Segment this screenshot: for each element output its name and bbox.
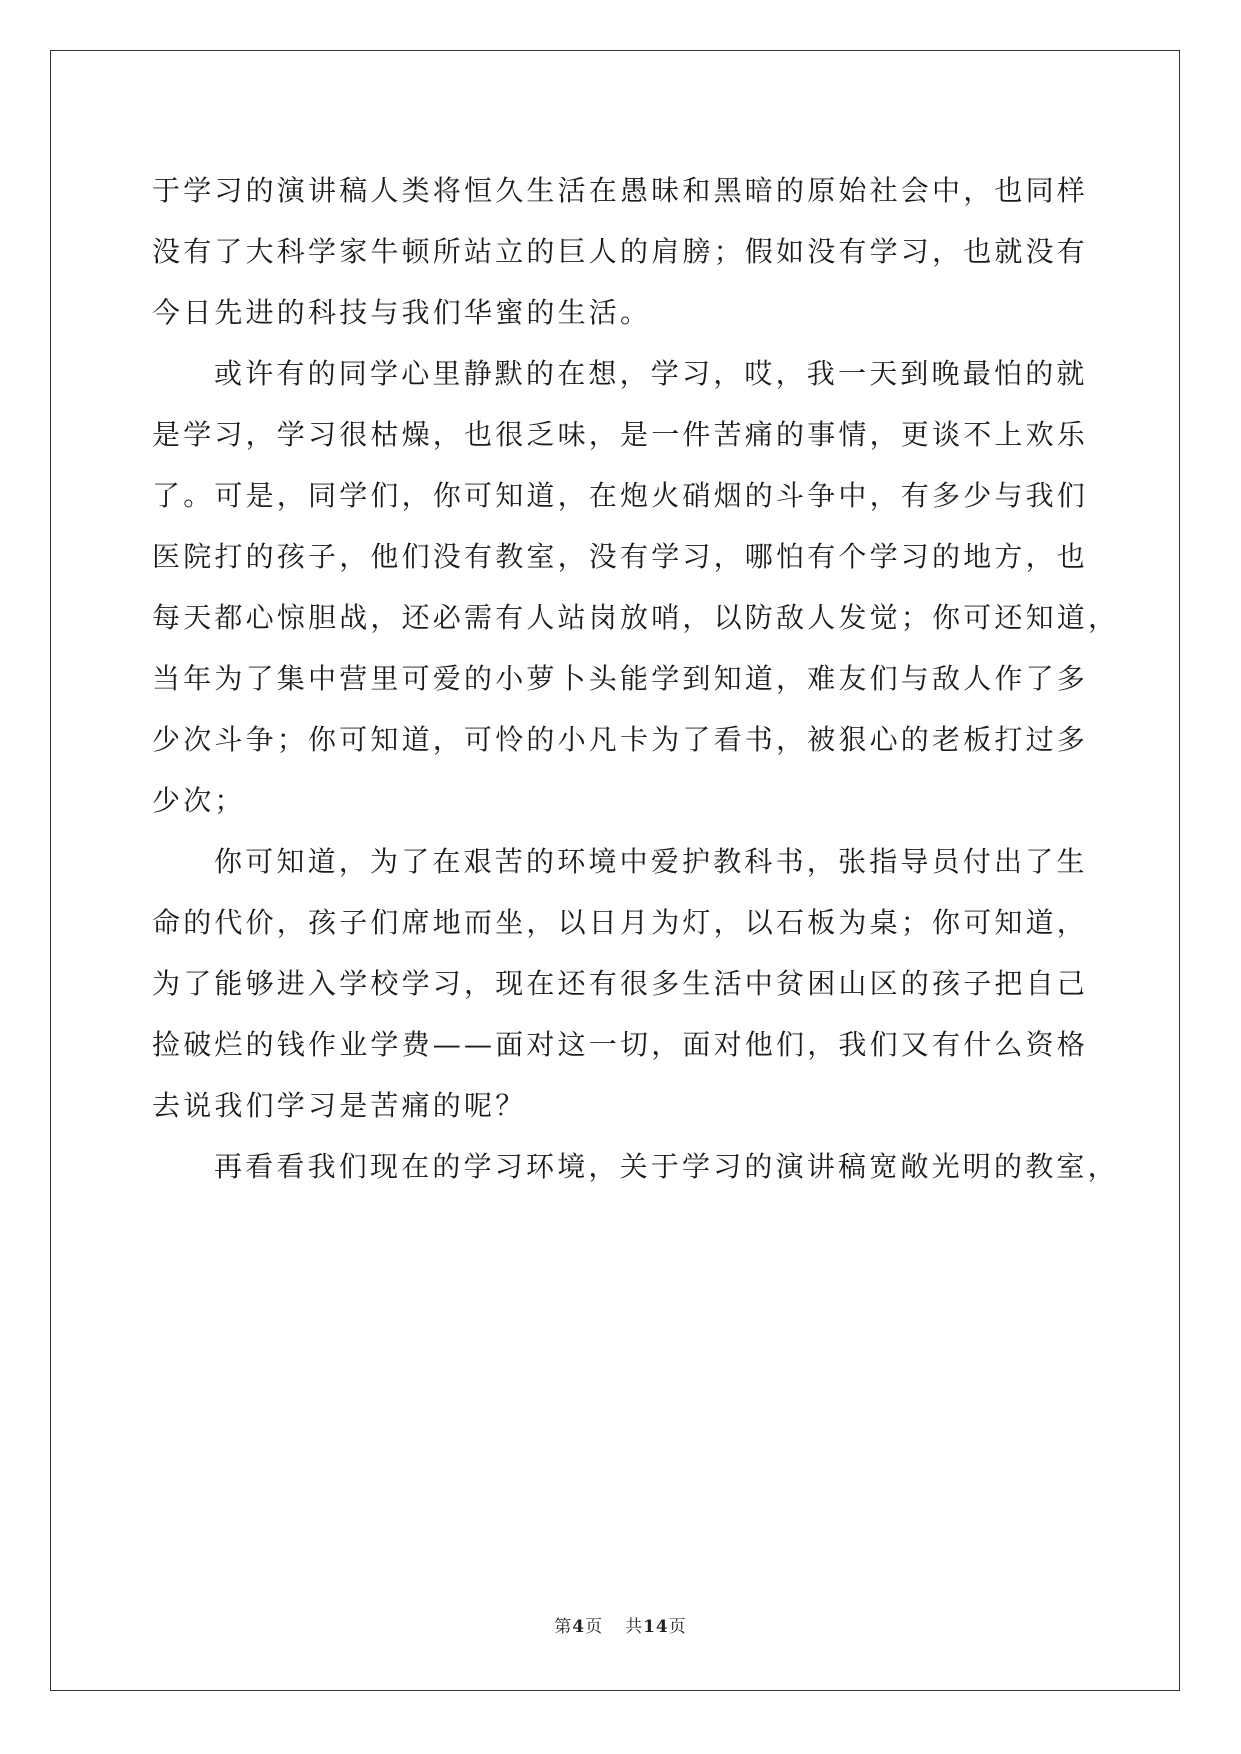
paragraph-1 <box>152 160 1089 343</box>
text-line: 为了能够进入学校学习，现在还有很多生活中贫困山区的孩子把自己 <box>152 967 1089 1000</box>
paragraph-2 <box>152 343 1120 831</box>
document-body <box>152 160 1120 1197</box>
text-line: 于学习的演讲稿人类将恒久生活在愚昧和黑暗的原始社会中，也同样 <box>152 174 1089 207</box>
text-line: 或许有的同学心里静默的在想，学习，哎，我一天到晚最怕的就 <box>214 357 1088 390</box>
text-line: 你可知道，为了在艰苦的环境中爱护教科书，张指导员付出了生 <box>214 845 1088 878</box>
paragraph-4 <box>152 1136 1119 1197</box>
text-line: 捡破烂的钱作业学费——面对这一切，面对他们，我们又有什么资格 <box>152 1028 1089 1061</box>
text-line: 没有了大科学家牛顿所站立的巨人的肩膀；假如没有学习，也就没有 <box>152 235 1089 268</box>
text-line: 了。可是，同学们，你可知道，在炮火硝烟的斗争中，有多少与我们 <box>152 479 1089 512</box>
text-line: 医院打的孩子，他们没有教室，没有学习，哪怕有个学习的地方，也 <box>152 540 1089 573</box>
page-footer <box>0 1612 1241 1637</box>
page-label-suffix: 页 <box>585 1617 604 1637</box>
paragraph-3 <box>152 831 1089 1136</box>
total-label-prefix: 共 <box>625 1617 644 1637</box>
page-label-prefix: 第 <box>554 1617 573 1637</box>
text-line: 今日先进的科技与我们华蜜的生活。 <box>152 296 652 329</box>
text-line: 去说我们学习是苦痛的呢？ <box>152 1089 527 1122</box>
text-line: 少次； <box>152 784 246 817</box>
text-line: 命的代价，孩子们席地而坐，以日月为灯，以石板为桌；你可知道， <box>152 906 1089 939</box>
text-line: 少次斗争；你可知道，可怜的小凡卡为了看书，被狠心的老板打过多 <box>152 723 1089 756</box>
text-line: 当年为了集中营里可爱的小萝卜头能学到知道，难友们与敌人作了多 <box>152 662 1089 695</box>
text-line: 是学习，学习很枯燥，也很乏味，是一件苦痛的事情，更谈不上欢乐 <box>152 418 1089 451</box>
text-line: 再看看我们现在的学习环境，关于学习的演讲稿宽敞光明的教室， <box>214 1150 1119 1183</box>
text-line: 每天都心惊胆战，还必需有人站岗放哨，以防敌人发觉；你可还知道， <box>152 601 1120 634</box>
total-pages: 14 <box>643 1617 669 1637</box>
total-label-suffix: 页 <box>668 1617 687 1637</box>
page-number: 4 <box>572 1617 586 1637</box>
